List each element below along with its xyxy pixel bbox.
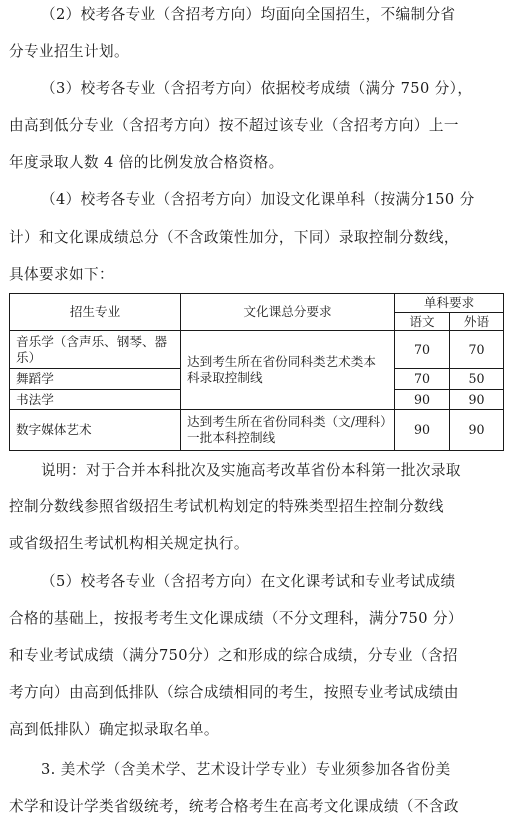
cell-foreign: 70 (450, 331, 504, 369)
cell-foreign: 90 (450, 410, 504, 451)
cell-major: 数字媒体艺术 (10, 410, 181, 451)
header-single-subject: 单科要求 (395, 294, 504, 313)
table-header-row (10, 294, 504, 313)
cell-total-requirement: 达到考生所在省份同科类艺术类本科录取控制线 (181, 331, 395, 410)
text-line: （4）校考各专业（含招考方向）加设文化课单科（按满分150 分 (41, 191, 475, 208)
text-line: 3. 美术学（含美术学、艺术设计学专业）专业须参加各省份美 (41, 761, 451, 778)
table-row (10, 331, 504, 369)
header-major: 招生专业 (10, 294, 181, 331)
text-line: 控制分数线参照省级招生考试机构划定的特殊类型招生控制分数线 (9, 498, 444, 515)
text-line: （5）校考各专业（含招考方向）在文化课考试和专业考试成绩 (41, 573, 456, 590)
text-line: 考方向）由高到低排队（综合成绩相同的考生，按照专业考试成绩由 (9, 684, 459, 701)
cell-major: 音乐学（含声乐、钢琴、器乐） (10, 331, 181, 369)
cell-foreign: 50 (450, 369, 504, 390)
text-line: 高到低排队）确定拟录取名单。 (9, 721, 219, 738)
text-line: 说明：对于合并本科批次及实施高考改革省份本科第一批次录取 (41, 462, 461, 479)
text-line: 术学和设计学类省级统考，统考合格考生在高考文化课成绩（不含政 (9, 798, 459, 815)
cell-major: 书法学 (10, 390, 181, 410)
text-line: 计）和文化课成绩总分（不含政策性加分，下同）录取控制分数线， (9, 229, 459, 246)
cell-chinese: 90 (395, 390, 450, 410)
header-foreign-language: 外语 (450, 313, 504, 331)
text-line: （2）校考各专业（含招考方向）均面向全国招生，不编制分省 (41, 6, 456, 23)
table-row (10, 410, 504, 451)
header-total-score: 文化课总分要求 (181, 294, 395, 331)
text-line: 具体要求如下： (9, 266, 114, 283)
header-chinese: 语文 (395, 313, 450, 331)
cell-total-requirement: 达到考生所在省份同科类（文/理科）一批本科控制线 (181, 410, 395, 451)
text-line: 或省级招生考试机构相关规定执行。 (9, 535, 249, 552)
cell-foreign: 90 (450, 390, 504, 410)
text-line: 年度录取人数 4 倍的比例发放合格资格。 (9, 154, 284, 171)
text-line: 合格的基础上，按报考考生文化课成绩（不分文理科，满分750 分） (9, 610, 463, 627)
cell-chinese: 70 (395, 369, 450, 390)
text-line: 分专业招生计划。 (9, 43, 129, 60)
text-line: 和专业考试成绩（满分750分）之和形成的综合成绩，分专业（含招 (9, 647, 458, 664)
requirements-table (9, 293, 504, 451)
cell-chinese: 90 (395, 410, 450, 451)
cell-major: 舞蹈学 (10, 369, 181, 390)
text-line: （3）校考各专业（含招考方向）依据校考成绩（满分 750 分）， (41, 80, 473, 97)
text-line: 由高到低分专业（含招考方向）按不超过该专业（含招考方向）上一 (9, 117, 459, 134)
cell-chinese: 70 (395, 331, 450, 369)
